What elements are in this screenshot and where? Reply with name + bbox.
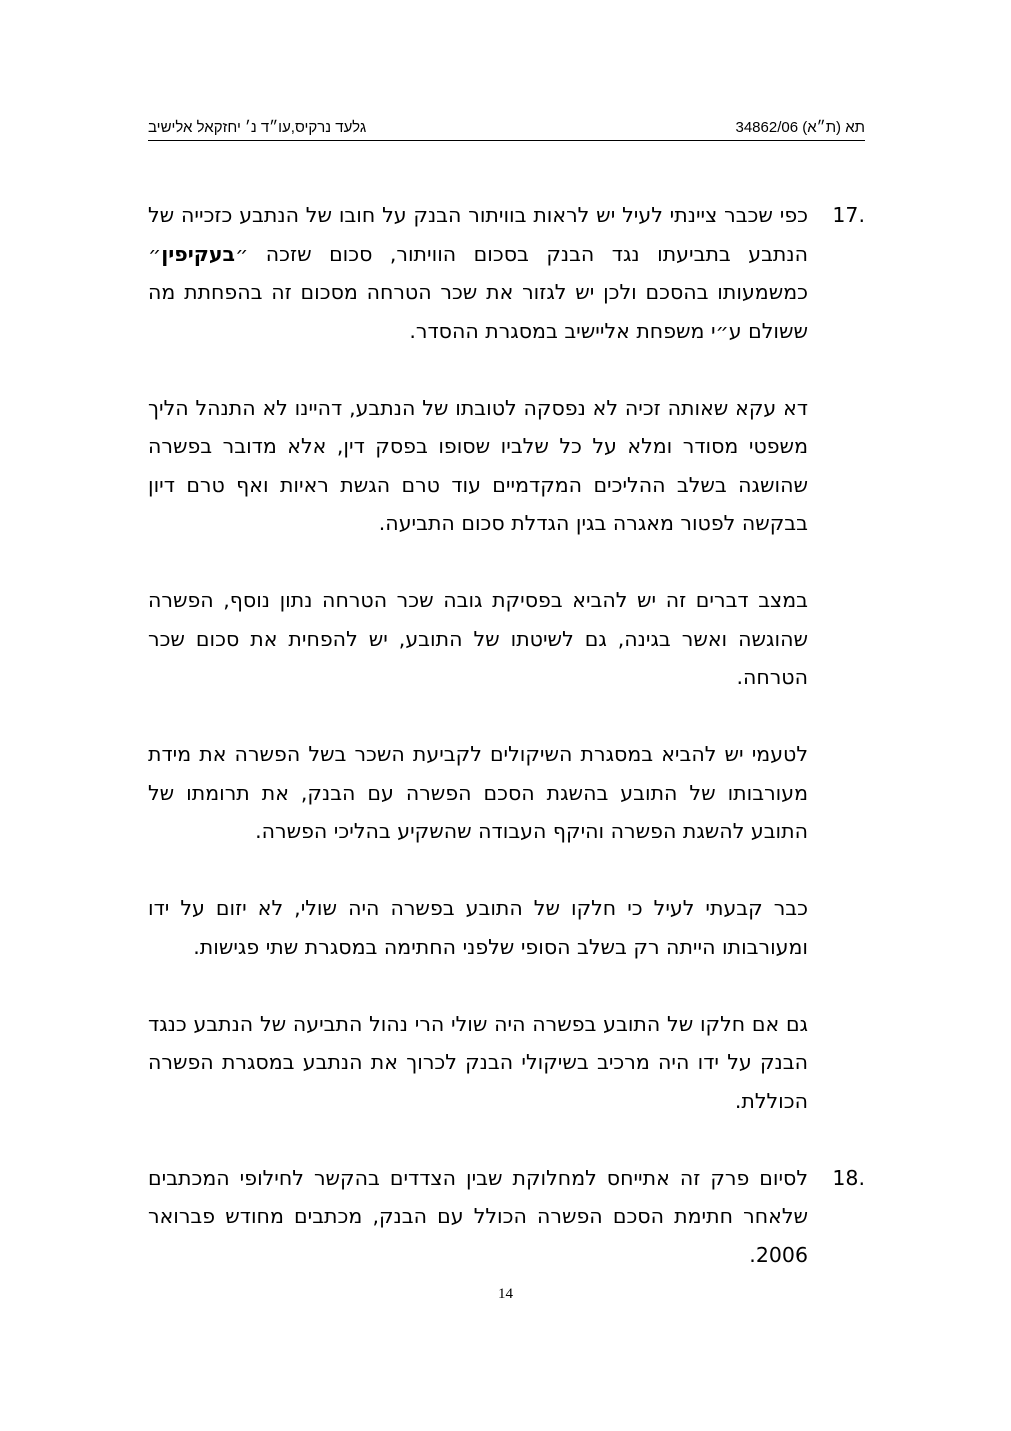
page-header	[148, 116, 865, 141]
paragraph-text: דא עקא שאותה זכיה לא נפסקה לטובתו של הנתבע, דהיינו לא התנהל הליך משפטי מסודר ומלא על כל שלביו שסופו בפסק דין, אלא מדובר בפשרה שהושגה בשלב ההליכים המקדמיים עוד טרם הגשת ראיות ואף טרם דיון בבקשה לפטור מאגרה בגין הגדלת סכום התביעה.	[148, 395, 808, 535]
paragraph-text: לסיום פרק זה אתייחס למחלוקת שבין הצדדים בהקשר לחילופי המכתבים שלאחר חתימת הסכם הפשרה הכולל עם הבנק, מכתבים מחודש פברואר 2006.	[148, 1165, 808, 1267]
paragraph-text-continued: ״ כמשמעותו בהסכם ולכן יש לגזור את שכר הטרחה מסכום זה בהפחתת מה ששולם ע״י משפחת אליישיב במסגרת ההסדר.	[148, 241, 808, 343]
paragraph-17-f	[148, 1005, 865, 1121]
paragraph-17-c	[148, 581, 865, 697]
emphasized-term: בעקיפין	[161, 241, 236, 266]
paragraph-text: כפי שכבר ציינתי לעיל יש לראות בוויתור הבנק על חובו של הנתבע כזכייה של הנתבע בתביעתו נגד הבנק בסכום הוויתור, סכום שזכה ״	[148, 203, 808, 266]
page-number: 14	[498, 1286, 513, 1302]
paragraph-number: 17.	[832, 203, 865, 227]
paragraph-18	[148, 1159, 865, 1275]
paragraph-text: במצב דברים זה יש להביא בפסיקת גובה שכר הטרחה נתון נוסף, הפשרה שהוגשה ואשר בגינה, גם לשיטתו של התובע, יש להפחית את סכום שכר הטרחה.	[148, 588, 808, 689]
paragraph-17-e	[148, 889, 865, 966]
case-number: תא (ת״א) 34862/06	[735, 119, 865, 136]
paragraph-text: כבר קבעתי לעיל כי חלקו של התובע בפשרה היה שולי, לא יזום על ידו ומעורבותו הייתה רק בשלב הסופי שלפני החתימה במסגרת שתי פגישות.	[148, 896, 808, 959]
paragraph-17-b	[148, 389, 865, 543]
document-body	[148, 196, 865, 1313]
case-parties: גלעד נרקיס,עו״ד נ׳ יחזקאל אלישיב	[148, 119, 367, 136]
paragraph-number: 18.	[832, 1165, 865, 1190]
paragraph-text: לטעמי יש להביא במסגרת השיקולים לקביעת השכר בשל הפשרה את מידת מעורבותו של התובע בהשגת הסכם הפשרה עם הבנק, את תרומתו של התובע להשגת הפשרה והיקף העבודה שהשקיע בהליכי הפשרה.	[148, 742, 808, 843]
paragraph-17-d	[148, 735, 865, 851]
paragraph-text: גם אם חלקו של התובע בפשרה היה שולי הרי נהול התביעה של הנתבע כנגד הבנק על ידו היה מרכיב בשיקולי הבנק לכרוך את הנתבע במסגרת הפשרה הכוללת.	[148, 1011, 808, 1113]
paragraph-17	[148, 196, 865, 350]
